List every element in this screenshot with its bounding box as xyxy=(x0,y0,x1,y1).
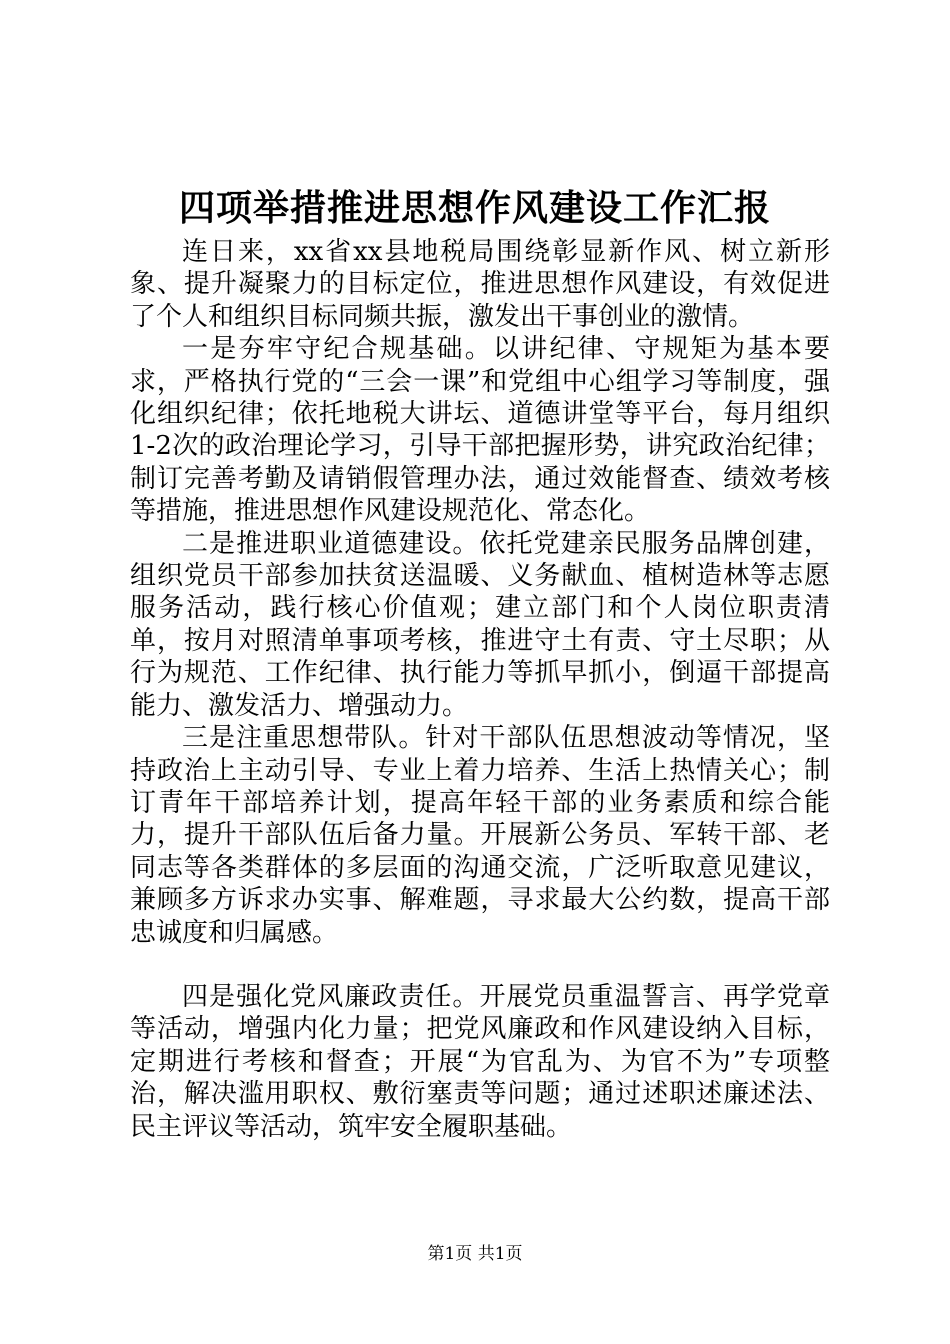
intro-paragraph: 连日来，xx省xx县地税局围绕彰显新作风、树立新形象、提升凝聚力的目标定位，推进思想作风建设，有效促进了个人和组织目标同频共振，激发出干事创业的激情。 xyxy=(130,237,830,332)
paragraph-measure-2: 二是推进职业道德建设。依托党建亲民服务品牌创建，组织党员干部参加扶贫送温暖、义务献血、植树造林等志愿服务活动，践行核心价值观；建立部门和个人岗位职责清单，按月对照清单事项考核，推进守土有责、守土尽职；从行为规范、工作纪律、执行能力等抓早抓小，倒逼干部提高能力、激发活力、增强动力。 xyxy=(130,528,830,721)
paragraph-measure-3: 三是注重思想带队。针对干部队伍思想波动等情况，坚持政治上主动引导、专业上着力培养、生活上热情关心；制订青年干部培养计划，提高年轻干部的业务素质和综合能力，提升干部队伍后备力量。开展新公务员、军转干部、老同志等各类群体的多层面的沟通交流，广泛听取意见建议，兼顾多方诉求办实事、解难题，寻求最大公约数，提高干部忠诚度和归属感。 xyxy=(130,723,830,948)
page-number-footer: 第1页 共1页 xyxy=(427,1244,523,1264)
document-title: 四项举措推进思想作风建设工作汇报 xyxy=(178,187,771,229)
paragraph-measure-4: 四是强化党风廉政责任。开展党员重温誓言、再学党章等活动，增强内化力量；把党风廉政和作风建设纳入目标，定期进行考核和督查；开展“为官乱为、为官不为”专项整治，解决滥用职权、敷衍塞责等问题；通过述职述廉述法、民主评议等活动，筑牢安全履职基础。 xyxy=(130,981,830,1142)
paragraph-measure-1: 一是夯牢守纪合规基础。以讲纪律、守规矩为基本要求，严格执行党的“三会一课”和党组中心组学习等制度，强化组织纪律；依托地税大讲坛、道德讲堂等平台，每月组织1-2次的政治理论学习，引导干部把握形势，讲究政治纪律；制订完善考勤及请销假管理办法，通过效能督查、绩效考核等措施，推进思想作风建设规范化、常态化。 xyxy=(130,334,830,527)
document-body xyxy=(130,236,830,1143)
